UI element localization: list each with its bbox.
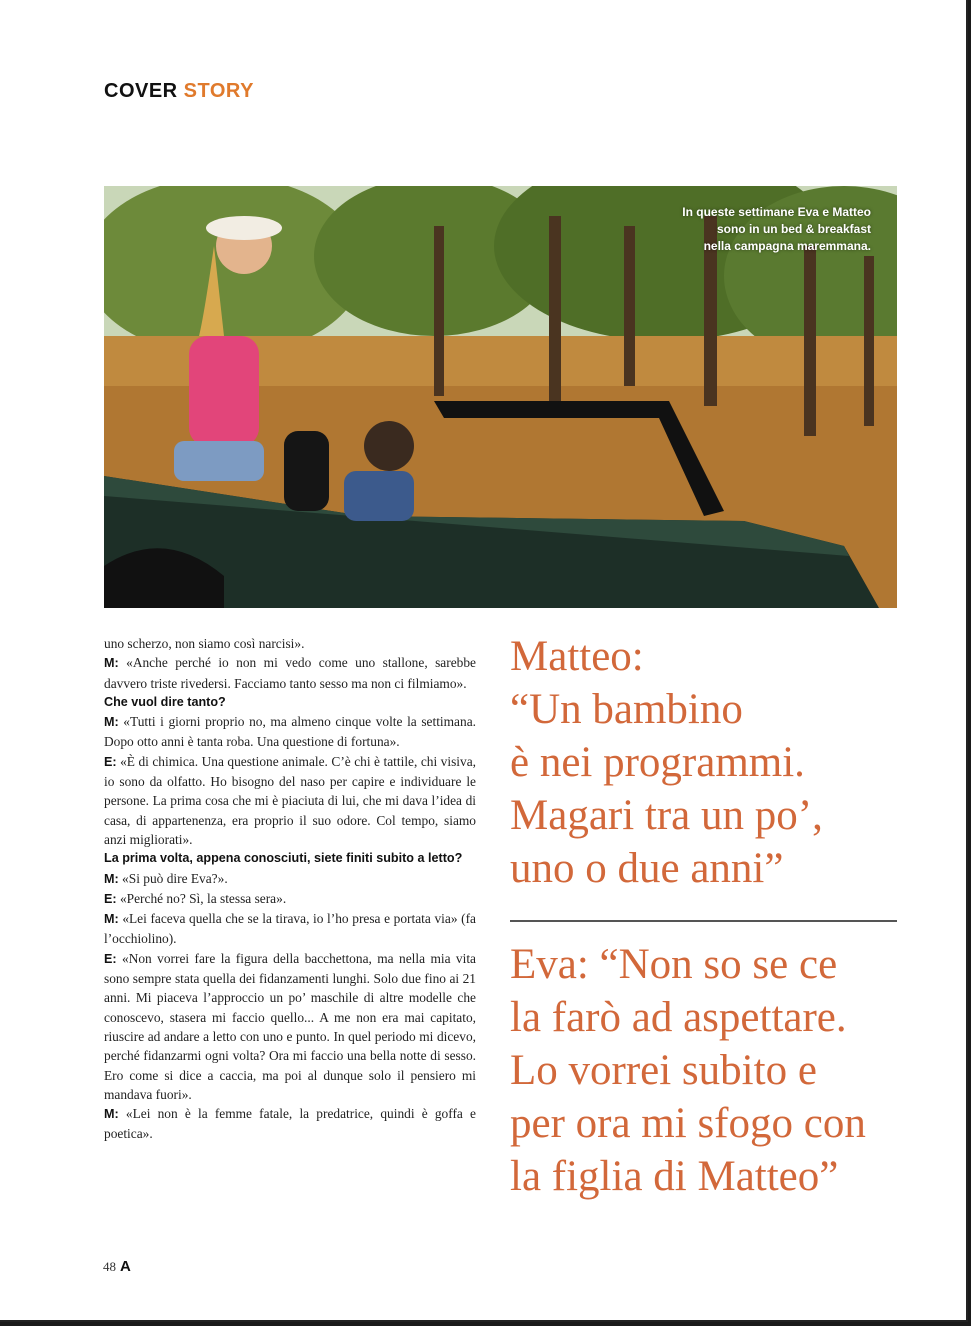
interview-question: La prima volta, appena conosciuti, siete finiti subito a letto? bbox=[104, 851, 463, 866]
speaker-label: M: bbox=[104, 715, 119, 730]
paragraph-text: «È di chimica. Una questione animale. C’è chi è tattile, chi visiva, io sono da olfatto. Ho bisogno del naso per capire e individuare le persone. La prima cosa che mi è piaciuta di lui, che mi dava l’idea di casa, di appartenenza, era proprio il suo odore. Col tempo, siamo anzi migliorati». bbox=[104, 753, 476, 847]
pull-quote-matteo bbox=[510, 630, 910, 895]
paragraph bbox=[104, 752, 476, 849]
page-number: 48 bbox=[103, 1259, 116, 1274]
pull-quote-line: uno o due anni” bbox=[510, 845, 784, 892]
paragraph-text: «Anche perché io non mi vedo come uno stallone, sarebbe davvero triste rivedersi. Facciamo tanto sesso ma non ci filmiamo». bbox=[104, 655, 476, 691]
paragraph bbox=[104, 653, 476, 693]
paragraph bbox=[104, 712, 476, 752]
article-body bbox=[104, 634, 476, 1144]
paragraph-text: «Lei faceva quella che se la tirava, io l’ho presa e portata via» (fa l’occhiolino). bbox=[104, 911, 476, 947]
page-folio bbox=[103, 1258, 131, 1275]
speaker-label: E: bbox=[104, 754, 117, 769]
paragraph-text: «Si può dire Eva?». bbox=[122, 870, 228, 886]
paragraph-text: «Tutti i giorni proprio no, ma almeno cinque volte la settimana. Dopo otto anni è tanta roba. Una questione di fortuna». bbox=[104, 714, 476, 750]
paragraph-text: uno scherzo, non siamo così narcisi». bbox=[104, 636, 305, 651]
cover-photo bbox=[104, 186, 897, 608]
magazine-logo: A bbox=[120, 1258, 131, 1275]
speaker-label: M: bbox=[104, 871, 119, 886]
pull-quote-line: Lo vorrei subito e bbox=[510, 1047, 817, 1094]
pull-quote-eva bbox=[510, 938, 930, 1203]
paragraph-text: «Lei non è la femme fatale, la predatrice, quindi è goffa e poetica». bbox=[104, 1106, 476, 1142]
pull-quote-line: Matteo: bbox=[510, 633, 644, 680]
pull-quote-line: è nei programmi. bbox=[510, 739, 805, 786]
section-header-cover: COVER bbox=[104, 80, 178, 102]
section-header bbox=[104, 80, 254, 103]
pull-quote-line: Eva: “Non so se ce bbox=[510, 941, 838, 988]
paragraph bbox=[104, 634, 476, 653]
paragraph bbox=[104, 949, 476, 1104]
caption-line: In queste settimane Eva e Matteo bbox=[682, 205, 871, 219]
pull-quote-line: per ora mi sfogo con bbox=[510, 1100, 866, 1147]
caption-line: sono in un bed & breakfast bbox=[716, 222, 871, 236]
paragraph bbox=[104, 869, 476, 889]
speaker-label: E: bbox=[104, 891, 117, 906]
section-header-story: STORY bbox=[183, 80, 254, 102]
pull-quote-line: la farò ad aspettare. bbox=[510, 994, 847, 1041]
paragraph-text: «Non vorrei fare la figura della bacchettona, ma nella mia vita sono sempre stata quella dei fidanzamenti lunghi. Solo due fino ai 21 anni. Mi piaceva l’approccio un po’ maschile di altre modelle che conoscevo, stasera mi faccio quello... A me non era mai capitato, riuscire ad andare a letto con uno e punto. In quel periodo mi dicevo, perché fidanzarmi ogni volta? Ora mi faccio una bella notte di sesso. Ero come si dice a caccia, ma poi al dunque solo il pensiero mi mandava fuori». bbox=[104, 950, 476, 1102]
caption-line: nella campagna maremmana. bbox=[703, 239, 871, 253]
speaker-label: M: bbox=[104, 1107, 119, 1122]
paragraph-text: «Perché no? Sì, la stessa sera». bbox=[119, 890, 287, 906]
pull-quote-line: la figlia di Matteo” bbox=[510, 1153, 839, 1200]
speaker-label: E: bbox=[104, 951, 117, 966]
interview-question: Che vuol dire tanto? bbox=[104, 694, 226, 709]
pull-quote-line: “Un bambino bbox=[510, 686, 743, 733]
speaker-label: M: bbox=[104, 656, 119, 671]
photo-caption bbox=[611, 204, 871, 255]
divider bbox=[510, 920, 897, 922]
pull-quote-line: Magari tra un po’, bbox=[510, 792, 823, 839]
paragraph bbox=[104, 1104, 476, 1144]
paragraph bbox=[104, 909, 476, 949]
paragraph bbox=[104, 889, 476, 909]
speaker-label: M: bbox=[104, 912, 119, 927]
